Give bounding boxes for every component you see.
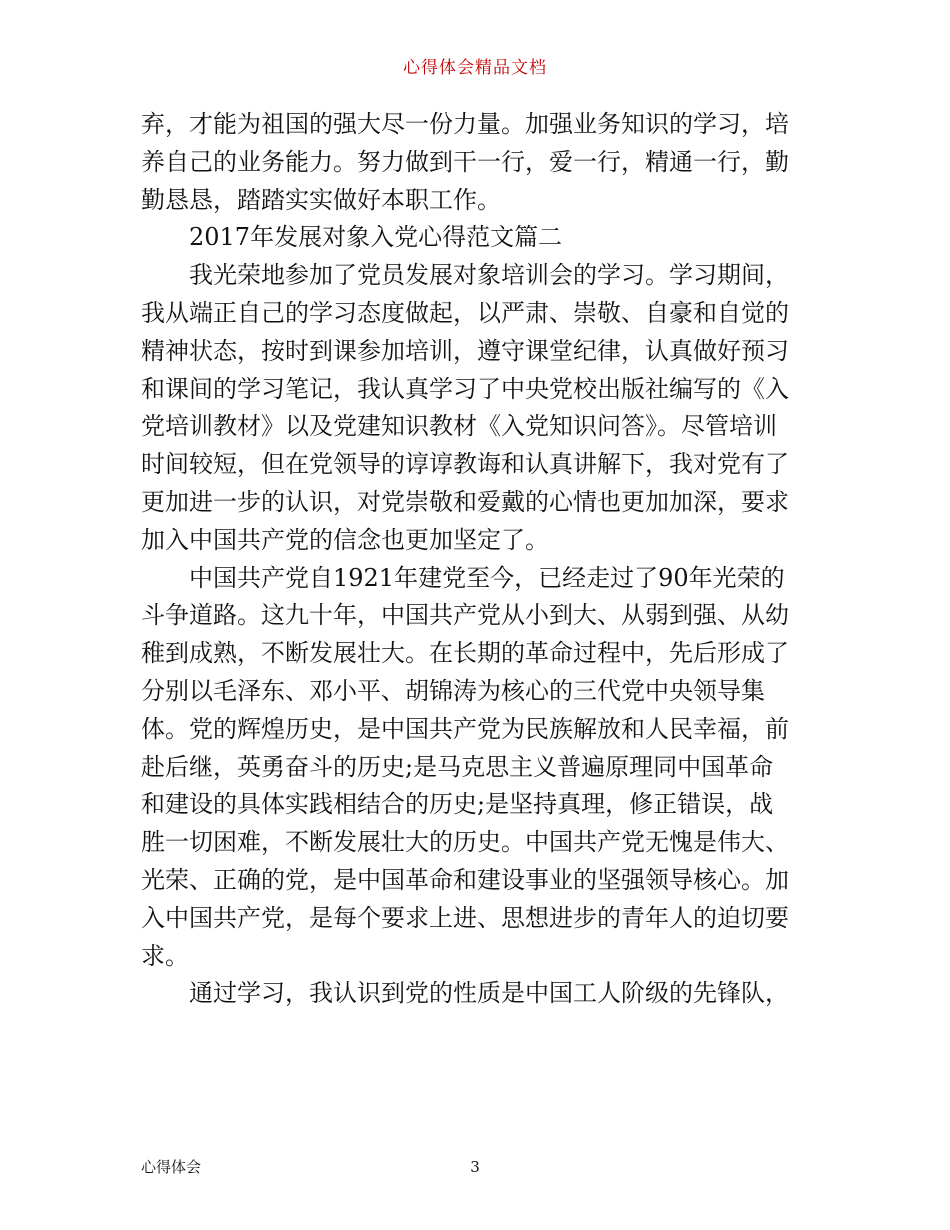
page-header-title: 心得体会精品文档 <box>403 58 547 78</box>
text-line: 赴后继，英勇奋斗的历史;是马克思主义普遍原理同中国革命 <box>141 752 774 781</box>
text-line: 勤恳恳，踏踏实实做好本职工作。 <box>141 185 501 214</box>
page-number: 3 <box>470 1158 480 1176</box>
text-line: 斗争道路。这九十年，中国共产党从小到大、从弱到强、从幼 <box>141 601 789 630</box>
text-line: 时间较短，但在党领导的谆谆教诲和认真讲解下，我对党有了 <box>141 450 789 479</box>
text-line: 稚到成熟，不断发展壮大。在长期的革命过程中，先后形成了 <box>141 639 789 668</box>
text-line: 加入中国共产党的信念也更加坚定了。 <box>141 525 549 554</box>
text-line: 和建设的具体实践相结合的历史;是坚持真理，修正错误，战 <box>141 790 774 819</box>
text-line: 养自己的业务能力。努力做到干一行，爱一行，精通一行，勤 <box>141 147 789 176</box>
text-line: 我光荣地参加了党员发展对象培训会的学习。学习期间， <box>189 261 789 290</box>
text-line: 胜一切困难，不断发展壮大的历史。中国共产党无愧是伟大、 <box>141 828 789 857</box>
text-line: 精神状态，按时到课参加培训，遵守课堂纪律，认真做好预习 <box>141 336 789 365</box>
document-body <box>141 106 813 1013</box>
footer-label: 心得体会 <box>141 1158 202 1176</box>
text-line: 我从端正自己的学习态度做起，以严肃、崇敬、自豪和自觉的 <box>141 298 789 327</box>
text-line: 更加进一步的认识，对党崇敬和爱戴的心情也更加加深，要求 <box>141 487 789 516</box>
text-line: 中国共产党自1921年建党至今，已经走过了90年光荣的 <box>189 563 785 592</box>
text-line: 体。党的辉煌历史，是中国共产党为民族解放和人民幸福，前 <box>141 714 789 743</box>
text-line: 求。 <box>141 941 189 970</box>
text-line: 弃，才能为祖国的强大尽一份力量。加强业务知识的学习，培 <box>141 110 789 138</box>
text-line: 光荣、正确的党，是中国革命和建设事业的坚强领导核心。加 <box>141 865 789 894</box>
text-line: 通过学习，我认识到党的性质是中国工人阶级的先锋队， <box>189 979 789 1008</box>
text-line: 入中国共产党，是每个要求上进、思想进步的青年人的迫切要 <box>141 903 789 932</box>
text-line: 2017年发展对象入党心得范文篇二 <box>189 223 563 252</box>
text-line: 和课间的学习笔记，我认真学习了中央党校出版社编写的《入 <box>141 374 789 403</box>
text-line: 分别以毛泽东、邓小平、胡锦涛为核心的三代党中央领导集 <box>141 676 765 705</box>
text-line: 党培训教材》以及党建知识教材《入党知识问答》。尽管培训 <box>141 412 777 441</box>
